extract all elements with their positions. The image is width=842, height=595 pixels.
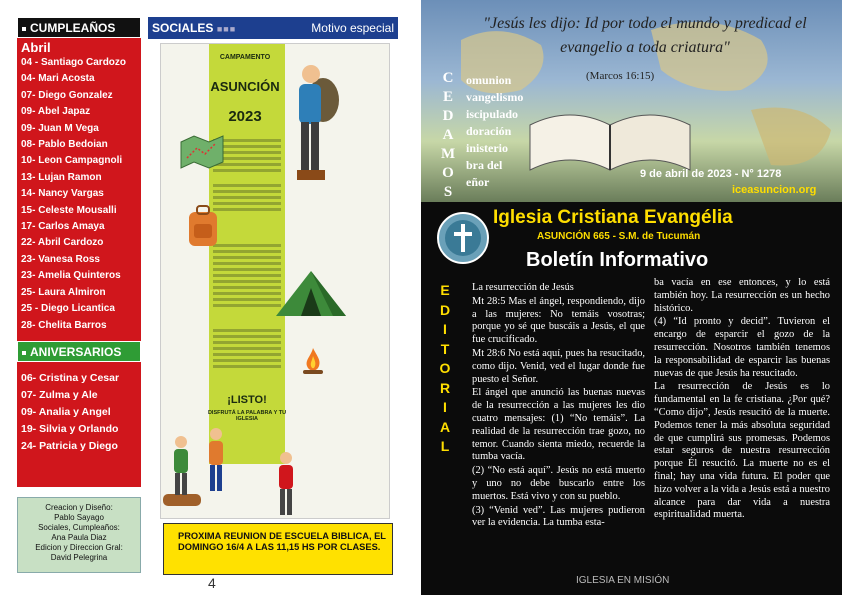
cedamos-word: omunion <box>466 73 512 87</box>
editorial-paragraph: Mt 28:6 No está aquí, pues ha resucitado, como dijo. Venid, ved el lugar donde fue puesto el Señor. <box>472 347 645 385</box>
church-address: ASUNCIÓN 665 - S.M. de Tucumán <box>537 231 701 242</box>
birthday-item: 22- Abril Cardozo <box>21 237 104 249</box>
anniversary-item: 09- Analia y Angel <box>21 405 111 418</box>
editorial-paragraph: La resurrección de Jesús <box>472 282 574 293</box>
poster-title-line2: ASUNCIÓN <box>210 79 280 94</box>
birthday-item: 07- Diego Gonzalez <box>21 89 113 101</box>
editorial-paragraph: (3) “Venid ved”. Las mujeres pudieron ver la evidencia. La tumba esta- <box>472 504 645 529</box>
anniversary-item: 06- Cristina y Cesar <box>21 371 120 384</box>
cedamos-letter: E <box>442 89 453 105</box>
editorial-letter: I <box>443 321 447 337</box>
bible-icon <box>520 95 700 175</box>
bulletin-title: Boletín Informativo <box>526 249 709 271</box>
sociales-title: SOCIALES <box>152 21 214 35</box>
website-link[interactable]: iceasuncion.org <box>732 184 817 196</box>
birthdays-month: Abril <box>21 40 51 55</box>
editorial-letter: R <box>439 379 451 396</box>
birthday-item: 09- Abel Japaz <box>21 106 91 118</box>
issue-date: 9 de abril de 2023 - N° 1278 <box>640 168 782 180</box>
editorial-column-2 <box>654 277 830 523</box>
editorial-letter: O <box>439 360 451 376</box>
editorial-letter: D <box>439 301 451 318</box>
cedamos-letter: D <box>442 108 454 124</box>
poster-title-line1: CAMPAMENTO <box>219 54 271 61</box>
cedamos-word: bra del <box>466 158 503 172</box>
editorial-paragraph: Mt 28:5 Mas el ángel, respondiendo, dijo a las mujeres: No temáis vosotras; porque yo sé que buscáis a Jesús, el que fue crucificado. <box>472 295 645 346</box>
cedamos-word: vangelismo <box>466 90 524 104</box>
editorial-letter: T <box>440 340 450 357</box>
cedamos-word: eñor <box>466 175 490 189</box>
editorial-column-1 <box>472 282 645 531</box>
credits-line: Edicion y Direccion Gral: <box>35 543 123 552</box>
credits-line: Creacion y Diseño: <box>45 503 113 512</box>
hiker-illustration <box>289 56 349 196</box>
cedamos-letter: S <box>443 184 453 200</box>
birthday-item: 04 - Santiago Cardozo <box>21 57 127 68</box>
hero-verse: "Jesús les dijo: Id por todo el mundo y predicad el evangelio a toda criatura" <box>483 15 807 56</box>
mission-footer: IGLESIA EN MISIÓN <box>576 575 670 586</box>
backpack-icon <box>185 204 221 248</box>
poster-disfruta: DISFRUTÁ LA PALABRA Y TU IGLESIA <box>207 410 287 422</box>
anniversary-item: 19- Silvia y Orlando <box>21 422 119 435</box>
credits-line: Sociales, Cumpleaños: <box>38 523 120 532</box>
editorial-paragraph: (2) “No está aquí”. Jesús no está muerto y uno no debe buscarlo entre los muertos. Está vivo y con su pueblo. <box>472 465 645 502</box>
cedamos-letter: O <box>442 165 454 181</box>
poster-title-line3: 2023 <box>228 108 262 125</box>
editorial-paragraph: El ángel que anunció las buenas nuevas de la resurrección a las mujeres les dio cuatro mensajes: (1) “No temáis”. La realidad de la resurrección trae gozo, no temor. Cuando sienta miedo, recuerde la tumba vacía. <box>472 387 645 463</box>
credits-line: Ana Paula Diaz <box>51 533 107 542</box>
sociales-subtitle: Motivo especial <box>311 21 394 35</box>
birthdays-list <box>17 55 141 334</box>
poster-schedule-block-2 <box>213 184 281 214</box>
sociales-header: SOCIALES ■■■ Motivo especial <box>148 17 398 39</box>
cedamos-word: iscipulado <box>466 107 519 121</box>
birthday-item: 25 - Diego Licantica <box>21 303 115 315</box>
cedamos-word: doración <box>466 124 512 138</box>
editorial-paragraph: La resurrección de Jesús es lo fundamental en la fe cristiana. ¿Por qué? “Como dijo”, Jesús resucitó de la muerte. Podemos tener la más absoluta seguridad de que cumplirá sus promesas. Podemos estar seguros de nuestra resurrección porque Él resucitó. La muerte no es el final; hay una vida futura. El poder que hizo volver a la vida a Jesús está a nuestro alcance para dar vida a nuestra espiritualidad muerta. <box>654 381 830 521</box>
poster-listo: ¡LISTO! <box>227 394 267 406</box>
school-meeting-notice: PROXIMA REUNION DE ESCUELA BIBLICA, EL DOMINGO 16/4 A LAS 11,15 HS POR CLASES. <box>163 523 393 575</box>
birthday-item: 23- Vanesa Ross <box>21 253 100 265</box>
birthday-item: 13- Lujan Ramon <box>21 171 102 183</box>
camp-poster <box>160 43 390 519</box>
cedamos-letter: C <box>442 70 454 86</box>
hikers-group-illustration <box>161 424 311 519</box>
anniversaries-list <box>17 362 141 455</box>
campfire-icon <box>301 346 325 376</box>
editorial-letter: L <box>440 438 450 454</box>
page-number: 4 <box>208 575 216 591</box>
birthday-item: 28- Chelita Barros <box>21 319 107 331</box>
birthdays-header: CUMPLEAÑOS <box>17 17 141 38</box>
birthday-item: 08- Pablo Bedoian <box>21 139 108 151</box>
birthday-item: 04- Mari Acosta <box>21 73 95 85</box>
birthday-item: 14- Nancy Vargas <box>21 188 104 200</box>
anniversaries-header: ANIVERSARIOS <box>17 341 141 362</box>
birthdays-panel <box>17 17 141 487</box>
birthday-item: 09- Juan M Vega <box>21 122 99 134</box>
birthday-item: 23- Amelia Quinteros <box>21 270 121 282</box>
cedamos-word: inisterio <box>466 141 508 155</box>
map-icon <box>179 134 225 170</box>
editorial-letter: E <box>440 282 450 298</box>
editorial-paragraph: ba vacía en ese entonces, y lo está también hoy. La resurrección es un hecho histórico. <box>654 277 830 314</box>
birthday-item: 10- Leon Campagnoli <box>21 155 123 167</box>
editorial-letter: I <box>443 399 447 415</box>
tent-illustration <box>271 266 351 321</box>
editorial-letter: A <box>439 418 451 435</box>
cedamos-letter: M <box>441 146 456 162</box>
credits-line: Pablo Sayago <box>54 513 104 522</box>
editorial-paragraph: (4) “Id pronto y decid”. Tuvieron el encargo de esparcir el gozo de la resurrección. Nosotros también tenemos la responsabilidad de esparcir las buenas nuevas de que Jesús ha resucitado. <box>654 316 830 379</box>
credits-box <box>17 497 141 573</box>
birthday-item: 17- Carlos Amaya <box>21 221 105 233</box>
church-logo-icon <box>437 212 489 264</box>
cedamos-letter: A <box>442 127 454 143</box>
poster-schedule-block-4 <box>213 329 281 371</box>
birthday-item: 15- Celeste Mousalli <box>21 204 117 216</box>
anniversary-item: 24- Patricia y Diego <box>21 439 118 452</box>
hero-verse-reference: (Marcos 16:15) <box>586 70 655 82</box>
anniversary-item: 07- Zulma y Ale <box>21 388 98 401</box>
birthday-item: 25- Laura Almiron <box>21 286 106 298</box>
credits-line: David Pelegrina <box>50 553 108 562</box>
church-name: Iglesia Cristiana Evangélia <box>493 207 733 228</box>
